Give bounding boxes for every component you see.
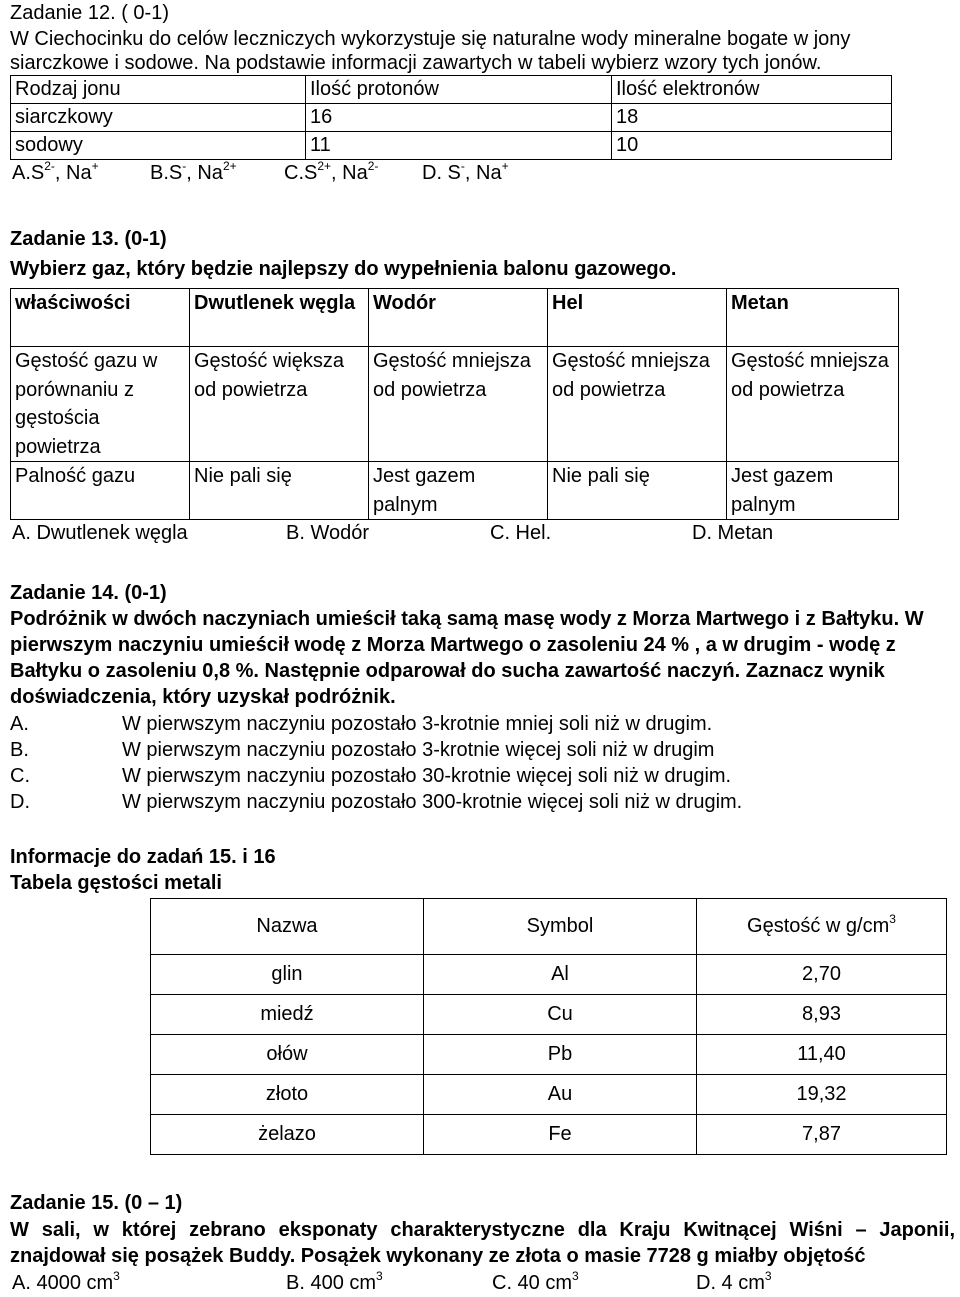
density-cell: glin [151, 955, 424, 995]
density-table [150, 898, 947, 1155]
density-cell: Pb [424, 1035, 697, 1075]
density-cell: 19,32 [697, 1075, 947, 1115]
task13-question: Wybierz gaz, który będzie najlepszy do wypełnienia balonu gazowego. [10, 258, 677, 280]
table-row [11, 347, 899, 462]
info-title: Informacje do zadań 15. i 16 [10, 846, 276, 868]
density-cell: 8,93 [697, 995, 947, 1035]
ion-header-electrons: Ilość elektronów [612, 76, 892, 104]
task14-title: Zadanie 14. (0-1) [10, 582, 167, 604]
density-cell: miedź [151, 995, 424, 1035]
table-row [151, 995, 947, 1035]
table-row [11, 132, 892, 160]
table-row [151, 955, 947, 995]
task12-title: Zadanie 12. ( 0-1) [10, 2, 169, 24]
density-cell: Al [424, 955, 697, 995]
gas-header: Hel [548, 289, 727, 347]
ion-cell: 10 [612, 132, 892, 160]
gas-header: Metan [727, 289, 899, 347]
density-cell: żelazo [151, 1115, 424, 1155]
ion-table [10, 75, 892, 160]
answer-b: B.S-, $Na^{2+}$ [150, 159, 237, 184]
gas-cell: Palność gazu [11, 462, 190, 520]
density-header-name: Nazwa [151, 899, 424, 955]
table-row [11, 462, 899, 520]
task13-title: Zadanie 13. (0-1) [10, 228, 167, 250]
answer-c: C. Hel. [490, 522, 552, 544]
list-item: C. W pierwszym naczyniu pozostało 30-krotnie więcej soli niż w drugim. [10, 765, 732, 787]
density-header-value: Gęstość w $g/cm^3$ [697, 899, 947, 955]
task14-line1: Podróżnik w dwóch naczyniach umieścił taką samą masę wody z Morza Martwego i z Bałtyku. W [10, 608, 924, 630]
answer-b: B. 400 $cm^3$ [286, 1269, 383, 1294]
table-row [11, 289, 899, 347]
list-item: D. W pierwszym naczyniu pozostało 300-krotnie więcej soli niż w drugim. [10, 791, 743, 813]
table-row [151, 1035, 947, 1075]
density-cell: złoto [151, 1075, 424, 1115]
density-cell: 2,70 [697, 955, 947, 995]
density-cell: 11,40 [697, 1035, 947, 1075]
density-cell: Au [424, 1075, 697, 1115]
density-cell: Cu [424, 995, 697, 1035]
list-item: A. W pierwszym naczyniu pozostało 3-krotnie mniej soli niż w drugim. [10, 713, 713, 735]
table-row [11, 76, 892, 104]
answer-d: D. Metan [692, 522, 774, 544]
answer-c: $C.S^{2+}$, $Na^{2-}$ [284, 159, 379, 184]
ion-cell: 16 [306, 104, 612, 132]
table-row [151, 1115, 947, 1155]
task14-line4: doświadczenia, który uzyskał podróżnik. [10, 686, 396, 708]
ion-cell: siarczkowy [11, 104, 306, 132]
ion-cell: 11 [306, 132, 612, 160]
gas-cell: Nie pali się [548, 462, 727, 520]
density-table-title: Tabela gęstości metali [10, 872, 222, 894]
ion-cell: sodowy [11, 132, 306, 160]
gas-cell: Jest gazem palnym [369, 462, 548, 520]
gas-header: Dwutlenek węgla [190, 289, 369, 347]
gas-cell: Gęstość mniejsza od powietrza [369, 347, 548, 462]
table-row [151, 899, 947, 955]
gas-table [10, 288, 899, 520]
answer-d: D. S-, Na+ [422, 159, 509, 184]
answer-a: A. Dwutlenek węgla [12, 522, 188, 544]
gas-cell: Gęstość mniejsza od powietrza [727, 347, 899, 462]
gas-cell: Gęstość gazu w porównaniu z gęstościa powietrza [11, 347, 190, 462]
ion-header-protons: Ilość protonów [306, 76, 612, 104]
gas-header: właściwości [11, 289, 190, 347]
task14-line2: pierwszym naczyniu umieścił wodę z Morza Martwego o zasoleniu 24 % , a w drugim - wodę z [10, 634, 896, 656]
answer-a: $A.S^{2-}$, Na+ [12, 159, 99, 184]
task15-line2: znajdował się posążek Buddy. Posążek wykonany ze złota o masie 7728 g miałby objętość [10, 1245, 866, 1267]
gas-cell: Gęstość większa od powietrza [190, 347, 369, 462]
density-header-symbol: Symbol [424, 899, 697, 955]
answer-a: A. 4000 $cm^3$ [12, 1269, 120, 1294]
table-row [11, 104, 892, 132]
gas-cell: Gęstość mniejsza od powietrza [548, 347, 727, 462]
gas-cell: Jest gazem palnym [727, 462, 899, 520]
density-cell: 7,87 [697, 1115, 947, 1155]
gas-cell: Nie pali się [190, 462, 369, 520]
density-cell: ołów [151, 1035, 424, 1075]
ion-cell: 18 [612, 104, 892, 132]
answer-c: C. 40 $cm^3$ [492, 1269, 579, 1294]
task15-line1: W sali, w której zebrano eksponaty charakterystyczne dla Kraju Kwitnącej Wiśni – Japonii, [10, 1219, 955, 1241]
task12-line1: W Ciechocinku do celów leczniczych wykorzystuje się naturalne wody mineralne bogate w jony [10, 28, 851, 50]
gas-header: Wodór [369, 289, 548, 347]
answer-b: B. Wodór [286, 522, 369, 544]
ion-header-type: Rodzaj jonu [11, 76, 306, 104]
table-row [151, 1075, 947, 1115]
list-item: B. W pierwszym naczyniu pozostało 3-krotnie więcej soli niż w drugim [10, 739, 715, 761]
density-cell: Fe [424, 1115, 697, 1155]
task15-title: Zadanie 15. (0 – 1) [10, 1192, 183, 1214]
task12-line2: siarczkowe i sodowe. Na podstawie informacji zawartych w tabeli wybierz wzory tych jonów. [10, 52, 822, 74]
answer-d: D. 4 $cm^3$ [696, 1269, 772, 1294]
task14-line3: Bałtyku o zasoleniu 0,8 %. Następnie odparował do sucha zawartość naczyń. Zaznacz wynik [10, 660, 885, 682]
task14-options [10, 711, 955, 815]
